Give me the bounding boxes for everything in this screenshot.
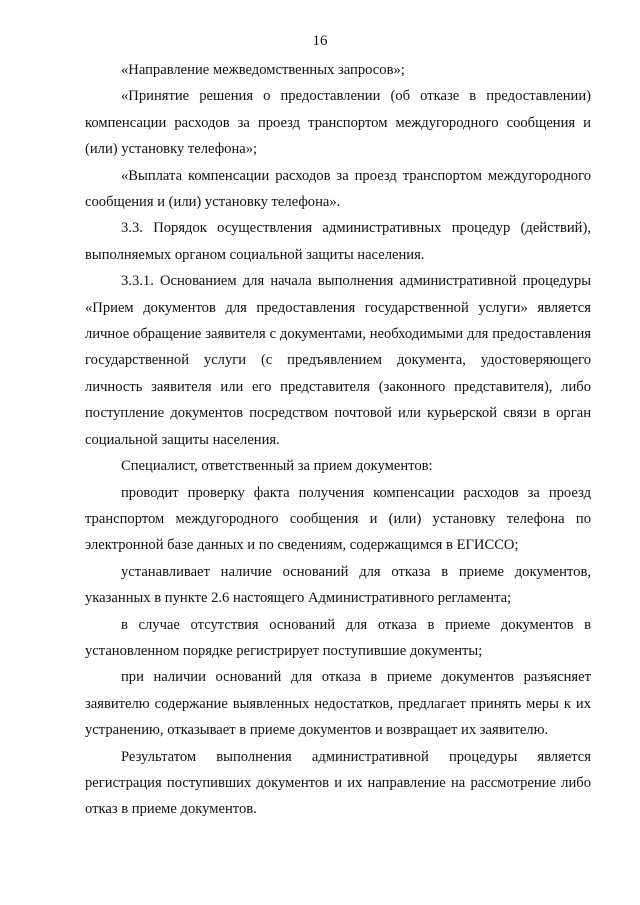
page-number: 16 — [312, 33, 328, 49]
paragraph-6: Специалист, ответственный за прием документов: — [121, 458, 433, 475]
paragraph-4: 3.3. Порядок осуществления административных процедур (действий), выполняемых органом социальной защиты населения. — [85, 220, 591, 263]
paragraph-11: Результатом выполнения административной процедуры является регистрация поступивших документов и их направление на рассмотрение либо отказ в приеме документов. — [85, 748, 591, 818]
paragraph-1: «Направление межведомственных запросов»; — [121, 62, 405, 78]
paragraph-8: устанавливает наличие оснований для отказа в приеме документов, указанных в пункте 2.6 настоящего Административного регламента; — [85, 563, 591, 607]
document-body — [85, 57, 591, 823]
paragraph-2: «Принятие решения о предоставлении (об отказе в предоставлении) компенсации расходов за проезд транспортом междугородного сообщения и (или) установку телефона»; — [85, 88, 591, 158]
paragraph-7: проводит проверку факта получения компенсации расходов за проезд транспортом междугородного сообщения и (или) установку телефона по электронной базе данных и по сведениям, содержащимся в ЕГИССО; — [85, 484, 591, 554]
paragraph-10: при наличии оснований для отказа в приеме документов разъясняет заявителю содержание выявленных недостатков, предлагает принять меры к их устранению, отказывает в приеме документов и возвращает их заявителю. — [85, 669, 591, 739]
paragraph-5: 3.3.1. Основанием для начала выполнения административной процедуры «Прием документов для предоставления государственной услуги» является личное обращение заявителя с документами, необходимыми для предоставления государственной услуги (с предъявлением документа, удостоверяющего личность заявителя или его представителя (законного представителя), либо поступление документов посредством почтовой или курьерской связи в орган социальной защиты населения. — [85, 273, 591, 448]
paragraph-9: в случае отсутствия оснований для отказа в приеме документов в установленном порядке регистрирует поступившие документы; — [85, 616, 591, 659]
paragraph-3: «Выплата компенсации расходов за проезд транспортом междугородного сообщения и (или) установку телефона». — [85, 167, 591, 211]
